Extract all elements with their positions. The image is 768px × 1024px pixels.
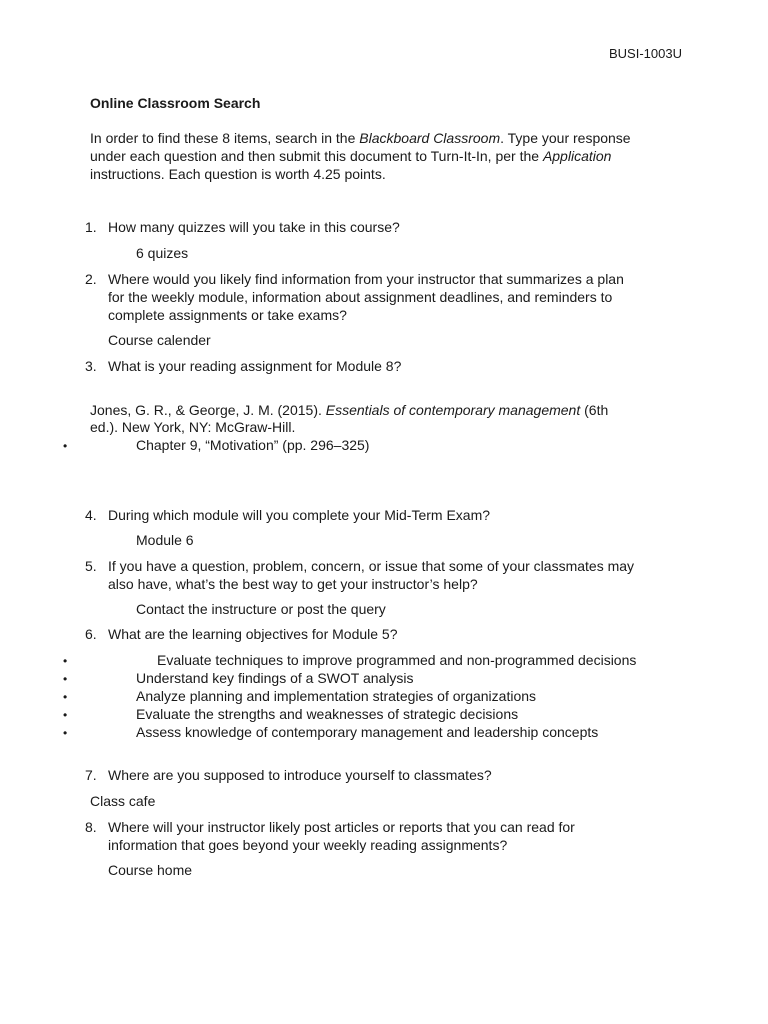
answer-5: Contact the instructure or post the query [136,601,386,617]
question-number: 2. [85,271,97,287]
question-line: also have, what’s the best way to get your instructor’s help? [108,576,478,592]
bullet-icon: • [63,690,68,704]
question-4 [85,506,490,524]
question-line: for the weekly module, information about assignment deadlines, and reminders to [108,289,613,305]
course-code: BUSI-1003U [609,46,682,61]
question-text: How many quizzes will you take in this course? [108,219,400,235]
answer-7: Class cafe [90,793,156,809]
objective-item: Assess knowledge of contemporary management and leadership concepts [136,724,599,740]
intro-text: In order to find these 8 items, search in the [90,130,360,146]
question-line: If you have a question, problem, concern, or issue that some of your classmates may [108,558,635,574]
question-line: Where will your instructor likely post articles or reports that you can read for [108,819,575,835]
intro-text: . Type your response [500,130,631,146]
reading-citation [90,401,608,419]
question-text: Where are you supposed to introduce yourself to classmates? [108,767,492,783]
reading-chapter: Chapter 9, “Motivation” (pp. 296–325) [136,437,370,453]
question-8 [85,818,575,854]
bullet-icon: • [63,439,68,453]
question-number: 1. [85,219,97,235]
answer-8: Course home [108,862,193,878]
question-number: 8. [85,819,97,835]
question-line: complete assignments or take exams? [108,307,347,323]
answer-2: Course calender [108,332,211,348]
question-text [108,270,624,324]
objective-item: Evaluate the strengths and weaknesses of strategic decisions [136,706,519,722]
question-line: Where would you likely find information from your instructor that summarizes a plan [108,271,624,287]
intro-paragraph [90,129,690,183]
intro-emphasis: Application [542,148,612,164]
citation-text: Jones, G. R., & George, J. M. (2015). [90,402,326,418]
intro-text: under each question and then submit this document to Turn-It-In, per the [90,148,543,164]
objective-item: Understand key findings of a SWOT analysis [136,670,414,686]
citation-text: (6th [580,402,609,418]
question-text [108,818,575,854]
question-text: What is your reading assignment for Module 8? [108,358,402,374]
question-text [108,557,634,593]
bullet-icon: • [63,726,68,740]
question-line: information that goes beyond your weekly reading assignments? [108,837,508,853]
bullet-icon: • [63,654,68,668]
question-7 [85,766,492,784]
question-number: 7. [85,767,97,783]
question-3 [85,357,401,375]
intro-text: instructions. Each question is worth 4.25 points. [90,166,386,182]
question-5 [85,557,634,593]
document-title: Online Classroom Search [90,95,261,111]
question-number: 6. [85,626,97,642]
citation-book-title: Essentials of contemporary management [325,402,581,418]
question-2 [85,270,624,324]
bullet-icon: • [63,708,68,722]
question-text: What are the learning objectives for Module 5? [108,626,398,642]
question-text: During which module will you complete your Mid-Term Exam? [108,507,491,523]
answer-4: Module 6 [136,532,194,548]
question-number: 4. [85,507,97,523]
question-number: 3. [85,358,97,374]
answer-1: 6 quizes [136,245,189,261]
objective-item: Analyze planning and implementation strategies of organizations [136,688,537,704]
reading-citation-line2: ed.). New York, NY: McGraw-Hill. [90,419,296,435]
intro-emphasis: Blackboard Classroom [359,130,501,146]
question-1 [85,218,400,236]
question-6 [85,625,398,643]
objective-item: Evaluate techniques to improve programmed and non-programmed decisions [157,652,637,668]
question-number: 5. [85,558,97,574]
bullet-icon: • [63,672,68,686]
